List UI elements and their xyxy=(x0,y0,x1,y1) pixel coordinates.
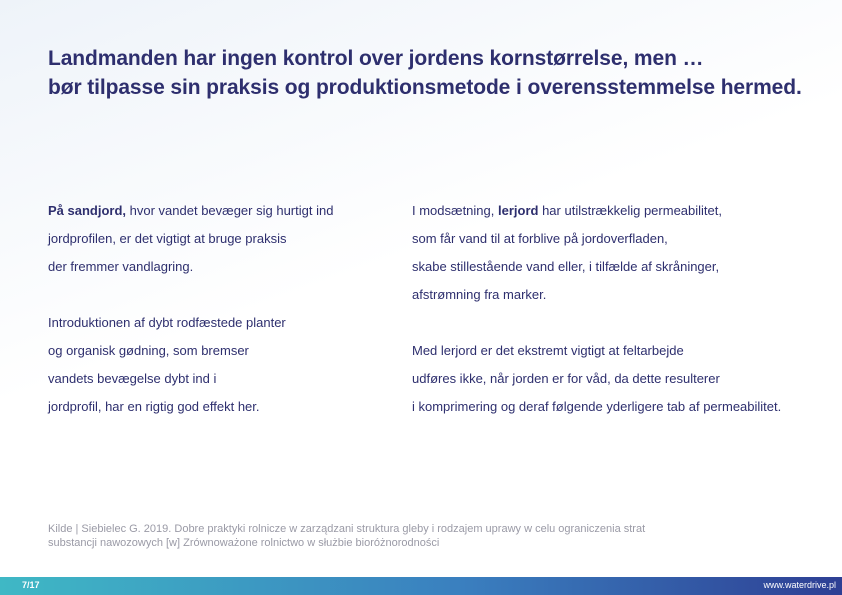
left-p1-line-1: På sandjord, hvor vandet bevæger sig hurtigt ind xyxy=(48,203,334,218)
left-p2-line-4: jordprofil, har en rigtig god effekt her. xyxy=(48,399,260,414)
right-p2-line-2: udføres ikke, når jorden er for våd, da dette resulterer xyxy=(412,371,720,386)
right-column xyxy=(412,197,832,421)
source-citation xyxy=(48,522,788,550)
right-p1-line-2: som får vand til at forblive på jordoverfladen, xyxy=(412,231,668,246)
footer-bar xyxy=(0,577,842,595)
right-p2-line-3: i komprimering og deraf følgende yderligere tab af permeabilitet. xyxy=(412,399,782,414)
lerjord-emphasis: lerjord xyxy=(498,203,539,218)
title-line-1: Landmanden har ingen kontrol over jordens kornstørrelse, men … xyxy=(48,47,704,70)
left-p2-line-3: vandets bevægelse dybt ind i xyxy=(48,371,217,386)
right-p2-line-1: Med lerjord er det ekstremt vigtigt at feltarbejde xyxy=(412,343,684,358)
title-line-2: bør tilpasse sin praksis og produktionsmetode i overensstemmelse hermed. xyxy=(48,76,802,99)
slide-title xyxy=(48,44,818,102)
website-link[interactable]: www.waterdrive.pl xyxy=(763,580,836,590)
left-p2-line-2: og organisk gødning, som bremser xyxy=(48,343,249,358)
source-line-1: Kilde | Siebielec G. 2019. Dobre praktyki rolnicze w zarządzani struktura gleby i rodzajem uprawy w celu ograniczenia strat xyxy=(48,523,646,535)
right-p1-line-3: skabe stillestående vand eller, i tilfælde af skråninger, xyxy=(412,259,720,274)
left-p1-line-2: jordprofilen, er det vigtigt at bruge praksis xyxy=(48,231,287,246)
right-p1-line-1: I modsætning, lerjord har utilstrækkelig permeabilitet, xyxy=(412,203,722,218)
left-p2-line-1: Introduktionen af dybt rodfæstede planter xyxy=(48,315,286,330)
right-p1-line-4: afstrømning fra marker. xyxy=(412,287,547,302)
page-number: 7/17 xyxy=(22,580,40,590)
source-line-2: substancji nawozowych [w] Zrównoważone rolnictwo w służbie bioróżnorodności xyxy=(48,537,440,549)
sandjord-emphasis: På sandjord, xyxy=(48,203,127,218)
left-column xyxy=(48,197,388,421)
left-p1-line-3: der fremmer vandlagring. xyxy=(48,259,194,274)
